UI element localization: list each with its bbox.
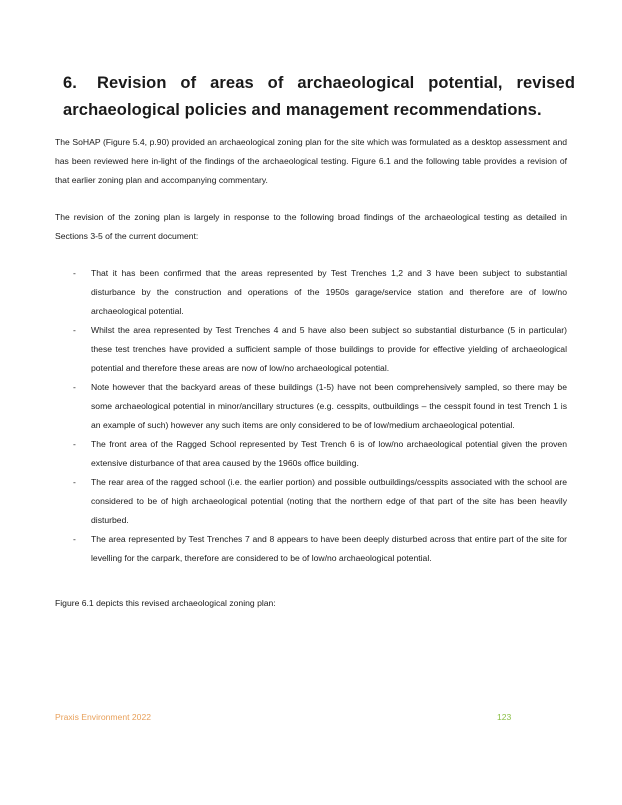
- list-item: [55, 378, 567, 435]
- list-item-text: The area represented by Test Trenches 7 and 8 appears to have been deeply disturbed across that entire part of the site for levelling for the carpark, therefore are considered to be of low/no archaeological potential.: [91, 534, 567, 563]
- list-item: [55, 473, 567, 530]
- intro-paragraph: The SoHAP (Figure 5.4, p.90) provided an archaeological zoning plan for the site which was formulated as a desktop assessment and has been reviewed here in-light of the findings of the archaeological testing. Figure 6.1 and the following table provides a revision of that earlier zoning plan and accompanying commentary.: [55, 137, 567, 185]
- footer-page-number: 123: [497, 712, 512, 722]
- section-number: 6.: [63, 74, 77, 92]
- bullet-dash: -: [73, 382, 76, 392]
- figure-reference-paragraph: Figure 6.1 depicts this revised archaeological zoning plan:: [55, 598, 276, 608]
- list-item: [55, 264, 567, 321]
- section-title: Revision of areas of archaeological potential, revised archaeological policies and management recommendations.: [63, 74, 576, 119]
- list-item-text: The rear area of the ragged school (i.e. the earlier portion) and possible outbuildings/cesspits associated with the school are considered to be of high archaeological potential (noting that the northern edge of that part of the site has been heavily disturbed.: [91, 477, 567, 525]
- list-item-text: Note however that the backyard areas of these buildings (1-5) have not been comprehensively sampled, so there may be some archaeological potential in minor/ancillary structures (e.g. cesspits, outbuildings – the cesspit found in test Trench 1 is an example of such) however any such items are only considered to be of low/medium archaeological potential.: [91, 382, 567, 430]
- footer-company: Praxis Environment 2022: [55, 712, 152, 722]
- revision-paragraph: The revision of the zoning plan is largely in response to the following broad findings of the archaeological testing as detailed in Sections 3-5 of the current document:: [55, 212, 567, 241]
- bullet-dash: -: [73, 268, 76, 278]
- list-item-text: The front area of the Ragged School represented by Test Trench 6 is of low/no archaeological potential given the proven extensive disturbance of that area caused by the 1960s office building.: [91, 439, 567, 468]
- bullet-dash: -: [73, 439, 76, 449]
- section-heading: [63, 70, 575, 124]
- list-item-text: Whilst the area represented by Test Trenches 4 and 5 have also been subject so substantial disturbance (5 in particular) these test trenches have provided a sufficient sample of those buildings to provide for effective yielding of archaeological potential and therefore these areas are now of low/no archaeological potential.: [91, 325, 567, 373]
- findings-list: [55, 264, 567, 568]
- list-item: [55, 530, 567, 568]
- list-item-text: That it has been confirmed that the areas represented by Test Trenches 1,2 and 3 have been subject to substantial disturbance by the construction and operations of the 1950s garage/service station and therefore are of low/no archaeological potential.: [91, 268, 567, 316]
- bullet-dash: -: [73, 534, 76, 544]
- list-item: [55, 321, 567, 378]
- list-item: [55, 435, 567, 473]
- bullet-dash: -: [73, 325, 76, 335]
- bullet-dash: -: [73, 477, 76, 487]
